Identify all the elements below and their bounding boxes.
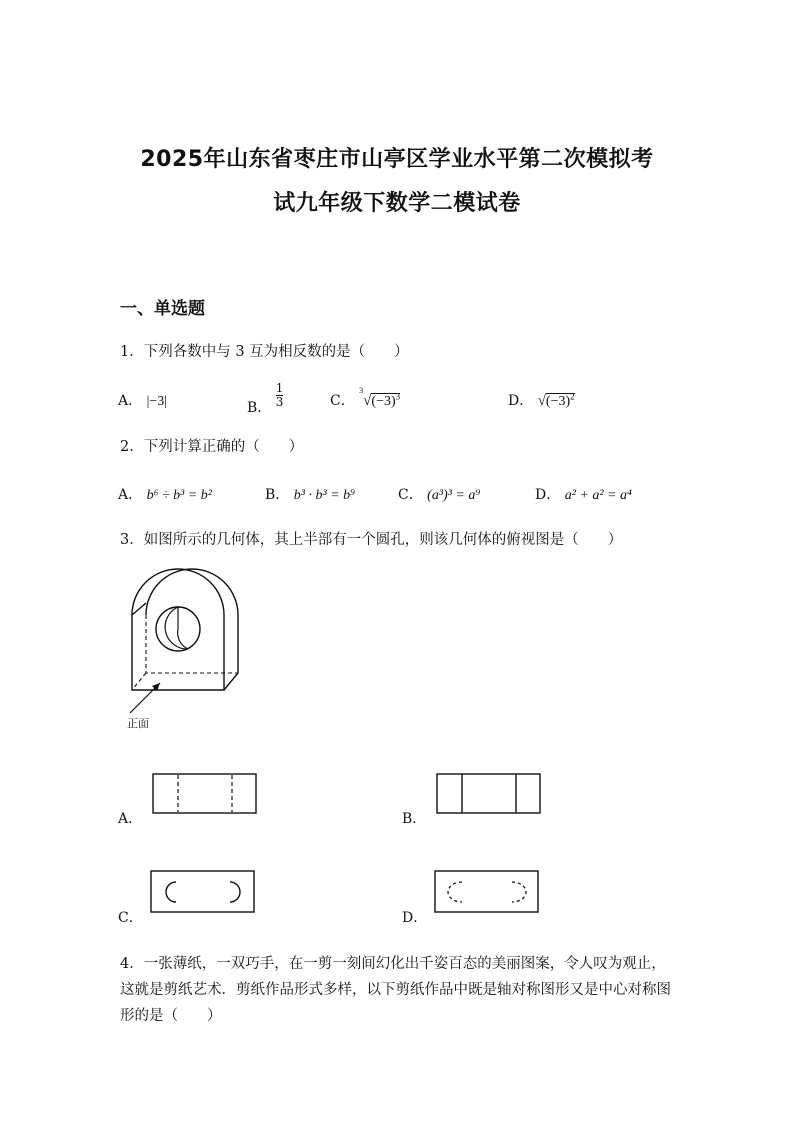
q1-option-b-numerator: 1 xyxy=(275,381,284,395)
q1-option-b-denominator: 3 xyxy=(275,395,284,409)
q2-option-d-label: D． xyxy=(535,487,561,503)
q2-option-a-expr: b⁶ ÷ b³ = b² xyxy=(146,488,212,503)
solid-depth-left xyxy=(132,603,146,615)
solid-hidden-edges xyxy=(132,615,238,690)
q1-option-d-radicand xyxy=(546,393,575,409)
q1-option-c-power: 3 xyxy=(395,391,401,402)
q1-option-d-label: D． xyxy=(508,393,534,409)
q1-option-c-base: (−3) xyxy=(371,394,396,409)
q1-option-b-label: B． xyxy=(247,399,272,416)
q3-option-d-figure[interactable] xyxy=(434,870,540,914)
q1-option-a-expr: |−3| xyxy=(146,394,168,409)
radical-icon: √ xyxy=(363,393,372,409)
q1-option-d-power: 2 xyxy=(570,391,575,402)
q1-option-c-index: 3 xyxy=(359,386,364,396)
q1-option-d-expr-wrap xyxy=(537,391,575,409)
q1-option-b[interactable] xyxy=(247,381,284,416)
question-1-stem: 1．下列各数中与 3 互为相反数的是（ ） xyxy=(120,344,409,360)
radical-icon: √ xyxy=(537,393,546,409)
q1-option-c-label: C． xyxy=(330,393,355,409)
q1-option-a[interactable] xyxy=(118,390,167,410)
section-heading: 一、单选题 xyxy=(120,299,205,319)
q2-option-b[interactable] xyxy=(265,484,355,504)
q2-option-c-expr: (a³)³ = a⁹ xyxy=(427,488,481,503)
q1-option-d[interactable] xyxy=(508,390,575,410)
q3-option-a-figure[interactable] xyxy=(152,773,258,815)
q1-option-b-fraction xyxy=(276,382,284,409)
q2-option-a-label: A． xyxy=(118,487,143,503)
q1-option-d-base: (−3) xyxy=(545,394,571,409)
q3-option-b-figure[interactable] xyxy=(436,773,542,815)
q2-option-d[interactable] xyxy=(535,484,632,504)
question-3-stem: 3．如图所示的几何体，其上半部有一个圆孔，则该几何体的俯视图是（ ） xyxy=(120,532,623,548)
question-4-stem: 4．一张薄纸，一双巧手，在一剪一刻间幻化出千姿百态的美丽图案，令人叹为观止，这就是剪纸艺术．剪纸作品形式多样，以下剪纸作品中既是轴对称图形又是中心对称图形的是（ ） xyxy=(120,956,671,1024)
page-title-line2: 试九年级下数学二模试卷 xyxy=(273,191,521,216)
q1-option-c[interactable] xyxy=(330,386,401,410)
q2-option-b-label: B． xyxy=(265,487,290,503)
q1-option-c-radicand xyxy=(371,393,400,409)
q2-option-a[interactable] xyxy=(118,484,212,504)
question-2-stem: 2．下列计算正确的（ ） xyxy=(120,439,304,455)
hole-circle-inner xyxy=(165,607,188,649)
solid-figure xyxy=(120,565,250,710)
q2-option-d-expr: a² + a² = a⁴ xyxy=(564,488,632,503)
q1-option-a-label: A． xyxy=(118,393,143,409)
q2-option-c[interactable] xyxy=(398,484,480,504)
q3-option-b-label[interactable]: B． xyxy=(402,811,427,827)
q1-option-c-expr-wrap xyxy=(359,386,401,409)
q3-option-c-figure[interactable] xyxy=(150,870,256,914)
q3-option-c-label[interactable]: C． xyxy=(118,910,143,926)
solid-depth-bottom-right xyxy=(224,673,238,690)
page-title-line1: 2025年山东省枣庄市山亭区学业水平第二次模拟考 xyxy=(140,147,654,172)
q2-option-b-expr: b³ · b³ = b⁹ xyxy=(293,488,355,503)
q3-option-a-label[interactable]: A． xyxy=(118,811,143,827)
front-label: 正面 xyxy=(127,717,149,730)
q3-option-d-label[interactable]: D． xyxy=(402,910,428,926)
q2-option-c-label: C． xyxy=(398,487,423,503)
